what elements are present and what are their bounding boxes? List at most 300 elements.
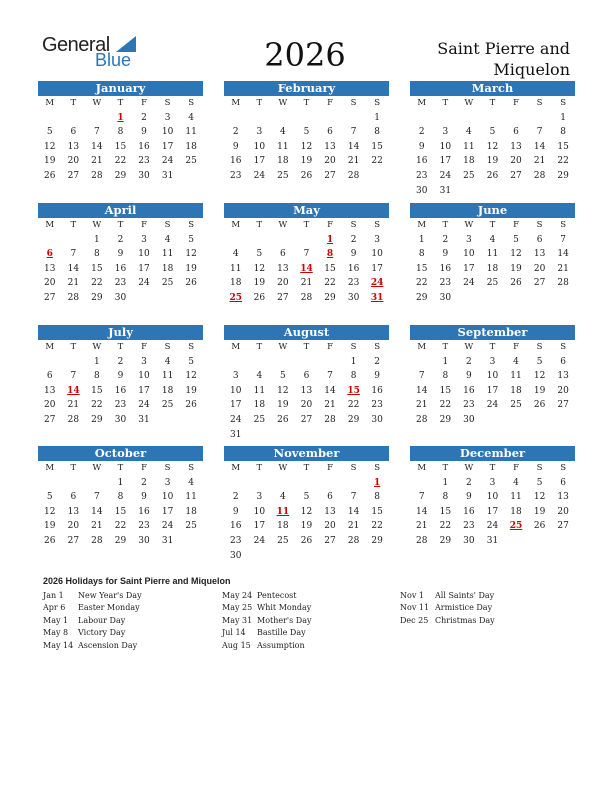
holiday-column xyxy=(222,590,311,652)
weekday-label: T xyxy=(303,342,310,352)
day-cell: 28 xyxy=(91,170,103,181)
week-row xyxy=(38,355,203,370)
weekday-label: W xyxy=(92,98,102,108)
month-august xyxy=(224,325,389,442)
weekday-label: M xyxy=(417,463,427,473)
day-cell: 14 xyxy=(91,506,103,517)
week-row xyxy=(410,505,575,520)
day-cell: 7 xyxy=(70,371,77,382)
day-cell: 29 xyxy=(91,292,103,303)
week-row xyxy=(38,247,203,262)
day-cell: 20 xyxy=(533,263,546,274)
empty-day-cell xyxy=(271,233,295,248)
weekday-header xyxy=(38,218,203,233)
empty-day-cell xyxy=(248,111,272,126)
day-cell: 5 xyxy=(256,249,263,260)
day-cell: 23 xyxy=(371,400,383,411)
empty-day-cell xyxy=(295,476,319,491)
day-cell: 30 xyxy=(114,292,127,303)
week-row xyxy=(224,247,389,262)
day-cell: 8 xyxy=(117,127,124,138)
weekday-label: M xyxy=(45,342,55,352)
day-cell: 24 xyxy=(253,170,266,181)
day-cell: 16 xyxy=(439,263,452,274)
day-cell: 3 xyxy=(256,127,263,138)
day-cell: 28 xyxy=(67,414,80,425)
day-cell: 14 xyxy=(347,141,360,152)
country-line-1: Saint Pierre and xyxy=(437,39,570,58)
day-cell: 26 xyxy=(510,278,522,289)
day-cell: 5 xyxy=(280,371,286,382)
day-cell: 29 xyxy=(114,170,127,181)
empty-day-cell xyxy=(271,428,295,443)
day-cell: 26 xyxy=(44,170,56,181)
day-cell: 11 xyxy=(277,141,289,152)
day-cell: 18 xyxy=(185,141,197,152)
day-cell: 1 xyxy=(117,112,124,123)
week-row xyxy=(224,169,389,184)
weekday-label: F xyxy=(141,98,147,108)
day-cell: 21 xyxy=(324,400,336,411)
day-cell: 1 xyxy=(442,356,449,367)
day-cell: 2 xyxy=(232,127,239,138)
day-cell: 29 xyxy=(347,414,360,425)
day-cell: 28 xyxy=(67,292,80,303)
empty-day-cell xyxy=(528,111,552,126)
weekday-label: M xyxy=(231,220,241,230)
day-cell: 14 xyxy=(300,263,313,274)
day-cell: 17 xyxy=(486,506,499,517)
empty-day-cell xyxy=(38,233,62,248)
day-cell: 3 xyxy=(489,356,496,367)
day-cell: 28 xyxy=(347,170,360,181)
holiday-date: Apr 6 xyxy=(43,603,66,613)
weekday-label: S xyxy=(188,342,195,352)
weekday-label: S xyxy=(164,342,171,352)
day-cell: 27 xyxy=(44,414,56,425)
holiday-name: Ascension Day xyxy=(78,640,138,650)
weekday-label: F xyxy=(327,342,333,352)
day-cell: 24 xyxy=(486,521,499,532)
day-cell: 24 xyxy=(463,278,475,289)
day-cell: 20 xyxy=(67,521,80,532)
day-cell: 31 xyxy=(370,292,384,303)
day-cell: 24 xyxy=(138,278,150,289)
day-cell: 16 xyxy=(230,521,242,532)
month-february xyxy=(224,81,389,184)
empty-day-cell xyxy=(318,549,342,564)
day-cell: 8 xyxy=(94,249,100,260)
week-row xyxy=(410,490,575,505)
day-cell: 11 xyxy=(486,249,499,260)
week-row xyxy=(410,476,575,491)
day-cell: 15 xyxy=(114,506,127,517)
day-cell: 22 xyxy=(371,521,383,532)
day-cell: 16 xyxy=(347,263,360,274)
day-cell: 1 xyxy=(350,356,357,367)
day-cell: 18 xyxy=(510,385,522,396)
week-row xyxy=(38,519,203,534)
day-cell: 14 xyxy=(533,141,546,152)
day-cell: 8 xyxy=(350,371,357,382)
weekday-label: W xyxy=(278,342,288,352)
week-row xyxy=(38,384,203,399)
empty-day-cell xyxy=(271,549,295,564)
day-cell: 7 xyxy=(303,249,310,260)
month-title: January xyxy=(38,81,203,96)
day-cell: 27 xyxy=(557,521,569,532)
day-cell: 3 xyxy=(141,234,147,245)
day-cell: 6 xyxy=(46,249,53,260)
day-cell: 5 xyxy=(188,356,195,367)
empty-day-cell xyxy=(295,233,319,248)
day-cell: 22 xyxy=(439,521,452,532)
week-row xyxy=(224,291,389,306)
day-cell: 13 xyxy=(324,141,336,152)
day-cell: 23 xyxy=(463,400,475,411)
month-october xyxy=(38,446,203,549)
day-cell: 19 xyxy=(300,521,313,532)
day-cell: 22 xyxy=(347,400,360,411)
weekday-label: T xyxy=(117,98,124,108)
day-cell: 12 xyxy=(300,141,313,152)
day-cell: 15 xyxy=(371,141,383,152)
holiday-name: All Saints' Day xyxy=(435,591,495,600)
day-cell: 31 xyxy=(161,170,174,181)
weekday-label: T xyxy=(442,342,449,352)
day-cell: 11 xyxy=(185,492,197,503)
day-cell: 20 xyxy=(44,278,56,289)
month-july xyxy=(38,325,203,428)
day-cell: 15 xyxy=(439,385,452,396)
day-cell: 4 xyxy=(513,356,519,367)
day-cell: 8 xyxy=(374,492,381,503)
weekday-label: T xyxy=(303,463,310,473)
holiday-name: Pentecost xyxy=(257,591,297,600)
week-row xyxy=(410,398,575,413)
empty-day-cell xyxy=(248,476,272,491)
weekday-label: T xyxy=(489,220,496,230)
day-cell: 25 xyxy=(463,170,475,181)
day-cell: 6 xyxy=(70,127,77,138)
day-cell: 20 xyxy=(324,521,336,532)
empty-day-cell xyxy=(342,549,366,564)
empty-day-cell xyxy=(38,476,62,491)
month-title: March xyxy=(410,81,575,96)
day-cell: 17 xyxy=(371,263,383,274)
weekday-label: S xyxy=(536,220,543,230)
day-cell: 27 xyxy=(324,170,336,181)
day-cell: 21 xyxy=(300,278,313,289)
day-cell: 24 xyxy=(370,278,384,289)
day-cell: 31 xyxy=(138,414,150,425)
weekday-label: T xyxy=(489,463,496,473)
day-cell: 13 xyxy=(324,506,336,517)
holiday-column xyxy=(400,590,495,627)
day-cell: 22 xyxy=(416,278,428,289)
day-cell: 9 xyxy=(442,249,449,260)
day-cell: 25 xyxy=(486,278,499,289)
day-cell: 4 xyxy=(280,492,286,503)
day-cell: 7 xyxy=(418,492,425,503)
weekday-label: W xyxy=(92,342,102,352)
day-cell: 27 xyxy=(533,278,546,289)
day-cell: 4 xyxy=(513,477,519,488)
weekday-label: S xyxy=(560,98,567,108)
day-cell: 16 xyxy=(138,506,150,517)
weekday-label: T xyxy=(303,220,310,230)
day-cell: 16 xyxy=(371,385,383,396)
day-cell: 4 xyxy=(466,127,472,138)
holiday-item xyxy=(400,615,495,627)
day-cell: 12 xyxy=(533,492,546,503)
day-cell: 3 xyxy=(164,112,171,123)
day-cell: 17 xyxy=(230,400,242,411)
day-cell: 14 xyxy=(557,249,569,260)
day-cell: 5 xyxy=(303,492,310,503)
day-cell: 7 xyxy=(418,371,425,382)
day-cell: 28 xyxy=(300,292,313,303)
month-title: November xyxy=(224,446,389,461)
day-cell: 18 xyxy=(230,278,242,289)
weekday-label: S xyxy=(164,463,171,473)
holiday-date: May 1 xyxy=(43,615,69,625)
empty-day-cell xyxy=(342,476,366,491)
week-row xyxy=(224,413,389,428)
month-march xyxy=(410,81,575,198)
week-row xyxy=(410,262,575,277)
day-cell: 4 xyxy=(164,356,171,367)
day-cell: 14 xyxy=(416,506,428,517)
holiday-item xyxy=(222,640,311,652)
holidays-list xyxy=(43,576,583,650)
weekday-header xyxy=(224,96,389,111)
day-cell: 12 xyxy=(533,371,546,382)
holiday-name: New Year's Day xyxy=(78,591,142,600)
day-cell: 22 xyxy=(324,278,336,289)
weekday-label: T xyxy=(442,463,449,473)
empty-day-cell xyxy=(271,355,295,370)
weekday-label: M xyxy=(231,463,241,473)
day-cell: 16 xyxy=(230,156,242,167)
day-cell: 27 xyxy=(510,170,522,181)
day-cell: 9 xyxy=(141,492,147,503)
day-cell: 15 xyxy=(114,141,127,152)
empty-day-cell xyxy=(224,111,248,126)
day-cell: 12 xyxy=(486,141,499,152)
weekday-label: W xyxy=(278,220,288,230)
day-cell: 12 xyxy=(300,506,313,517)
day-cell: 6 xyxy=(536,234,543,245)
week-row xyxy=(410,169,575,184)
day-cell: 6 xyxy=(46,371,53,382)
day-cell: 8 xyxy=(560,127,567,138)
day-cell: 11 xyxy=(185,127,197,138)
week-row xyxy=(410,355,575,370)
weekday-label: T xyxy=(117,220,124,230)
holiday-item xyxy=(222,627,311,639)
day-cell: 8 xyxy=(117,492,124,503)
day-cell: 21 xyxy=(67,400,80,411)
day-cell: 19 xyxy=(277,400,289,411)
day-cell: 3 xyxy=(256,492,263,503)
day-cell: 24 xyxy=(161,156,174,167)
empty-day-cell xyxy=(365,428,389,443)
day-cell: 30 xyxy=(230,550,242,561)
empty-day-cell xyxy=(481,291,505,306)
day-cell: 6 xyxy=(327,492,333,503)
week-row xyxy=(38,262,203,277)
empty-day-cell xyxy=(224,355,248,370)
day-cell: 11 xyxy=(510,371,522,382)
empty-day-cell xyxy=(457,111,481,126)
day-cell: 10 xyxy=(463,249,475,260)
holiday-column xyxy=(43,590,142,652)
week-row xyxy=(38,413,203,428)
holiday-date: Dec 25 xyxy=(400,615,429,625)
weekday-label: M xyxy=(45,220,55,230)
day-cell: 17 xyxy=(439,156,452,167)
day-cell: 3 xyxy=(164,477,171,488)
week-row xyxy=(38,505,203,520)
day-cell: 27 xyxy=(44,292,56,303)
week-row xyxy=(224,154,389,169)
week-row xyxy=(410,184,575,199)
weekday-label: W xyxy=(464,98,474,108)
day-cell: 30 xyxy=(439,292,452,303)
day-cell: 10 xyxy=(486,492,499,503)
country-name xyxy=(380,38,570,80)
day-cell: 22 xyxy=(114,521,127,532)
weekday-label: F xyxy=(513,98,519,108)
empty-day-cell xyxy=(179,413,203,428)
day-cell: 23 xyxy=(439,278,452,289)
holiday-name: Assumption xyxy=(257,640,305,650)
holiday-item xyxy=(43,627,142,639)
holiday-item xyxy=(43,590,142,602)
day-cell: 9 xyxy=(466,492,472,503)
day-cell: 17 xyxy=(138,385,150,396)
day-cell: 3 xyxy=(374,234,381,245)
weekday-label: F xyxy=(327,220,333,230)
day-cell: 3 xyxy=(489,477,496,488)
day-cell: 1 xyxy=(117,477,124,488)
day-cell: 28 xyxy=(91,535,103,546)
day-cell: 1 xyxy=(374,112,381,123)
day-cell: 20 xyxy=(557,385,569,396)
day-cell: 23 xyxy=(347,278,360,289)
day-cell: 27 xyxy=(300,414,313,425)
day-cell: 24 xyxy=(138,400,150,411)
empty-day-cell xyxy=(457,184,481,199)
week-row xyxy=(38,490,203,505)
weekday-label: M xyxy=(417,342,427,352)
day-cell: 13 xyxy=(44,263,56,274)
logo-blue-text: Blue xyxy=(95,50,132,70)
day-cell: 1 xyxy=(442,477,449,488)
day-cell: 29 xyxy=(371,535,383,546)
weekday-header xyxy=(224,218,389,233)
empty-day-cell xyxy=(365,549,389,564)
empty-day-cell xyxy=(295,428,319,443)
day-cell: 18 xyxy=(185,506,197,517)
day-cell: 1 xyxy=(418,234,425,245)
week-row xyxy=(38,169,203,184)
day-cell: 31 xyxy=(230,429,242,440)
empty-day-cell xyxy=(318,476,342,491)
day-cell: 21 xyxy=(347,156,360,167)
day-cell: 25 xyxy=(185,156,197,167)
day-cell: 5 xyxy=(188,234,195,245)
day-cell: 21 xyxy=(347,521,360,532)
empty-day-cell xyxy=(481,413,505,428)
weekday-label: S xyxy=(560,463,567,473)
day-cell: 16 xyxy=(463,385,475,396)
day-cell: 9 xyxy=(350,249,357,260)
weekday-label: S xyxy=(560,342,567,352)
weekday-label: M xyxy=(417,98,427,108)
week-row xyxy=(224,490,389,505)
day-cell: 18 xyxy=(277,521,289,532)
day-cell: 30 xyxy=(416,185,428,196)
week-row xyxy=(224,549,389,564)
day-cell: 30 xyxy=(138,535,150,546)
weekday-label: W xyxy=(92,463,102,473)
day-cell: 14 xyxy=(67,385,80,396)
holiday-date: May 24 xyxy=(222,591,253,600)
day-cell: 15 xyxy=(557,141,569,152)
day-cell: 1 xyxy=(374,477,381,488)
empty-day-cell xyxy=(248,428,272,443)
empty-day-cell xyxy=(318,111,342,126)
weekday-label: T xyxy=(70,98,77,108)
day-cell: 25 xyxy=(161,278,174,289)
day-cell: 7 xyxy=(350,492,357,503)
day-cell: 13 xyxy=(277,263,289,274)
holiday-item xyxy=(400,602,495,614)
day-cell: 2 xyxy=(466,477,472,488)
day-cell: 16 xyxy=(463,506,475,517)
day-cell: 4 xyxy=(188,112,195,123)
weekday-label: S xyxy=(350,463,357,473)
week-row xyxy=(38,125,203,140)
day-cell: 11 xyxy=(161,249,174,260)
month-title: December xyxy=(410,446,575,461)
day-cell: 17 xyxy=(463,263,475,274)
day-cell: 23 xyxy=(230,535,242,546)
day-cell: 30 xyxy=(371,414,383,425)
empty-day-cell xyxy=(434,111,458,126)
weekday-label: S xyxy=(536,342,543,352)
weekday-header xyxy=(224,340,389,355)
day-cell: 13 xyxy=(533,249,546,260)
day-cell: 6 xyxy=(560,477,567,488)
day-cell: 22 xyxy=(91,278,103,289)
day-cell: 26 xyxy=(300,535,313,546)
day-cell: 14 xyxy=(347,506,360,517)
day-cell: 16 xyxy=(138,141,150,152)
week-row xyxy=(38,534,203,549)
empty-day-cell xyxy=(224,233,248,248)
holiday-item xyxy=(222,590,311,602)
month-title: April xyxy=(38,203,203,218)
day-cell: 12 xyxy=(185,249,197,260)
day-cell: 25 xyxy=(277,535,289,546)
week-row xyxy=(38,233,203,248)
weekday-label: T xyxy=(117,342,124,352)
day-cell: 18 xyxy=(253,400,266,411)
week-row xyxy=(224,398,389,413)
